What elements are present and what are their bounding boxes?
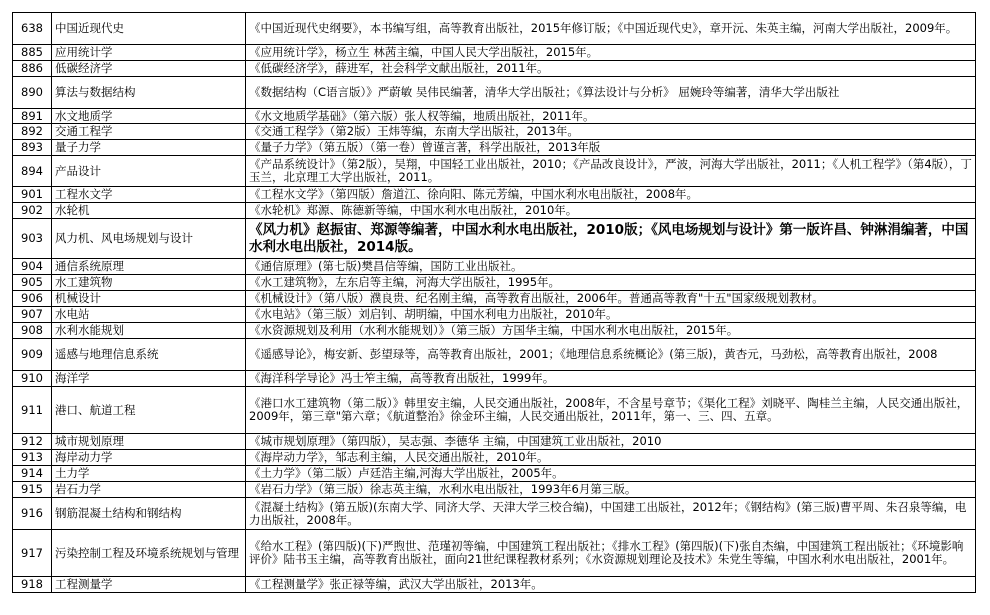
course-name-cell: 应用统计学 <box>52 45 246 61</box>
table-row <box>13 259 976 275</box>
table-row <box>13 530 976 577</box>
table-row <box>13 203 976 219</box>
course-name-cell: 低碳经济学 <box>52 61 246 77</box>
table-row <box>13 291 976 307</box>
course-code-cell: 918 <box>13 577 52 593</box>
course-name-cell: 产品设计 <box>52 156 246 187</box>
table-row <box>13 466 976 482</box>
course-name-cell: 水轮机 <box>52 203 246 219</box>
table-row <box>13 450 976 466</box>
course-name-cell: 机械设计 <box>52 291 246 307</box>
course-reference-table <box>12 12 976 593</box>
course-name-cell: 水电站 <box>52 307 246 323</box>
table-row <box>13 156 976 187</box>
table-row <box>13 371 976 387</box>
course-code-cell: 913 <box>13 450 52 466</box>
course-code-cell: 902 <box>13 203 52 219</box>
table-row <box>13 77 976 109</box>
course-code-cell: 908 <box>13 323 52 339</box>
reference-books-cell: 《水电站》（第三版）刘启钊、胡明编，中国水利电力出版社，2010年。 <box>246 307 976 323</box>
reference-books-cell: 《机械设计》（第八版）濮良贵、纪名刚主编，高等教育出版社，2006年。普通高等教育"十五"国家级规划教材。 <box>246 291 976 307</box>
course-code-cell: 891 <box>13 109 52 124</box>
course-code-cell: 892 <box>13 124 52 140</box>
table-row <box>13 307 976 323</box>
table-row <box>13 45 976 61</box>
course-name-cell: 风力机、风电场规划与设计 <box>52 219 246 259</box>
table-row <box>13 13 976 45</box>
course-name-cell: 工程测量学 <box>52 577 246 593</box>
course-code-cell: 890 <box>13 77 52 109</box>
course-name-cell: 量子力学 <box>52 140 246 156</box>
course-code-cell: 885 <box>13 45 52 61</box>
course-name-cell: 水工建筑物 <box>52 275 246 291</box>
course-code-cell: 906 <box>13 291 52 307</box>
table-row <box>13 498 976 530</box>
course-code-cell: 910 <box>13 371 52 387</box>
reference-books-cell: 《水资源规划及利用（水利水能规划）》（第三版）方国华主编，中国水利水电出版社，2015年。 <box>246 323 976 339</box>
course-name-cell: 水利水能规划 <box>52 323 246 339</box>
course-name-cell: 水文地质学 <box>52 109 246 124</box>
course-name-cell: 通信系统原理 <box>52 259 246 275</box>
table-row <box>13 124 976 140</box>
reference-books-cell: 《海洋科学导论》冯士笮主编，高等教育出版社，1999年。 <box>246 371 976 387</box>
table-row <box>13 323 976 339</box>
course-code-cell: 904 <box>13 259 52 275</box>
table-row <box>13 275 976 291</box>
course-code-cell: 901 <box>13 187 52 203</box>
course-name-cell: 中国近现代史 <box>52 13 246 45</box>
reference-books-cell: 《岩石力学》（第三版）徐志英主编，水利水电出版社，1993年6月第三版。 <box>246 482 976 498</box>
course-code-cell: 916 <box>13 498 52 530</box>
reference-books-cell: 《海岸动力学》，邹志利主编，人民交通出版社，2010年。 <box>246 450 976 466</box>
reference-books-cell: 《混凝土结构》(第五版)(东南大学、同济大学、天津大学三校合编)，中国建工出版社，2012年；《钢结构》(第三版)曹平周、朱召泉等编，电力出版社，2008年。 <box>246 498 976 530</box>
table-body <box>13 13 976 593</box>
table-row <box>13 339 976 371</box>
table-row <box>13 577 976 593</box>
reference-books-cell: 《风力机》赵振宙、郑源等编著，中国水利水电出版社，2010版；《风电场规划与设计》第一版许昌、钟淋涓编著，中国水利水电出版社，2014版。 <box>246 219 976 259</box>
table-row <box>13 187 976 203</box>
table-row <box>13 387 976 434</box>
course-name-cell: 海洋学 <box>52 371 246 387</box>
reference-books-cell: 《交通工程学》（第2版）王炜等编，东南大学出版社，2013年。 <box>246 124 976 140</box>
course-code-cell: 886 <box>13 61 52 77</box>
course-code-cell: 912 <box>13 434 52 450</box>
reference-books-cell: 《中国近现代史纲要》，本书编写组，高等教育出版社，2015年修订版；《中国近现代史》，章开沅、朱英主编，河南大学出版社，2009年。 <box>246 13 976 45</box>
course-name-cell: 遥感与地理信息系统 <box>52 339 246 371</box>
reference-books-cell: 《港口水工建筑物（第二版）》韩里安主编，人民交通出版社，2008年，不含星号章节；《渠化工程》刘晓平、陶桂兰主编，人民交通出版社，2009年，第三章"第六章；《航道整治》徐金环主编，人民交通出版社，2011年，第一、三、四、五章。 <box>246 387 976 434</box>
course-name-cell: 海岸动力学 <box>52 450 246 466</box>
table-row <box>13 482 976 498</box>
reference-books-cell: 《遥感导论》，梅安新、彭望琭等，高等教育出版社，2001；《地理信息系统概论》(第三版)，黄杏元，马劲松，高等教育出版社，2008 <box>246 339 976 371</box>
course-code-cell: 905 <box>13 275 52 291</box>
course-code-cell: 914 <box>13 466 52 482</box>
course-name-cell: 钢筋混凝土结构和钢结构 <box>52 498 246 530</box>
course-code-cell: 917 <box>13 530 52 577</box>
course-name-cell: 港口、航道工程 <box>52 387 246 434</box>
course-code-cell: 911 <box>13 387 52 434</box>
reference-books-cell: 《工程测量学》张正禄等编，武汉大学出版社，2013年。 <box>246 577 976 593</box>
reference-books-cell: 《水工建筑物》，左东启等主编，河海大学出版社，1995年。 <box>246 275 976 291</box>
course-code-cell: 894 <box>13 156 52 187</box>
course-name-cell: 岩石力学 <box>52 482 246 498</box>
reference-books-cell: 《应用统计学》，杨立生 林茜主编，中国人民大学出版社，2015年。 <box>246 45 976 61</box>
reference-books-cell: 《量子力学》（第五版）（第一卷）曾谨言著，科学出版社，2013年版 <box>246 140 976 156</box>
course-code-cell: 903 <box>13 219 52 259</box>
reference-books-cell: 《水文地质学基础》（第六版）张人权等编，地质出版社，2011年。 <box>246 109 976 124</box>
reference-books-cell: 《低碳经济学》，薛进军，社会科学文献出版社，2011年。 <box>246 61 976 77</box>
reference-books-cell: 《数据结构（C语言版）》严蔚敏 吴伟民编著，清华大学出版社；《算法设计与分析》 屈婉玲等编著，清华大学出版社 <box>246 77 976 109</box>
table-row <box>13 434 976 450</box>
table-row <box>13 109 976 124</box>
course-code-cell: 915 <box>13 482 52 498</box>
course-name-cell: 污染控制工程及环境系统规划与管理 <box>52 530 246 577</box>
reference-books-cell: 《工程水文学》（第四版）詹道江、徐向阳、陈元芳编，中国水利水电出版社，2008年。 <box>246 187 976 203</box>
reference-books-cell: 《土力学》（第二版）卢廷浩主编,河海大学出版社，2005年。 <box>246 466 976 482</box>
table-row <box>13 219 976 259</box>
course-code-cell: 909 <box>13 339 52 371</box>
course-code-cell: 907 <box>13 307 52 323</box>
course-name-cell: 土力学 <box>52 466 246 482</box>
course-name-cell: 工程水文学 <box>52 187 246 203</box>
course-name-cell: 城市规划原理 <box>52 434 246 450</box>
table-row <box>13 61 976 77</box>
reference-books-cell: 《给水工程》(第四版)(下)严煦世、范瑾初等编，中国建筑工程出版社；《排水工程》(第四版)(下)张自杰编，中国建筑工程出版社；《环境影响评价》陆书玉主编，高等教育出版社，面向21世纪课程教材系列；《水资源规划理论及技术》朱党生等编，中国水利水电出版社，2001年。 <box>246 530 976 577</box>
reference-books-cell: 《产品系统设计》（第2版），吴翔，中国轻工业出版社，2010；《产品改良设计》，严波，河海大学出版社，2011；《人机工程学》（第4版），丁玉兰，北京理工大学出版社，2011。 <box>246 156 976 187</box>
course-name-cell: 交通工程学 <box>52 124 246 140</box>
course-name-cell: 算法与数据结构 <box>52 77 246 109</box>
reference-books-cell: 《城市规划原理》（第四版），吴志强、李德华 主编，中国建筑工业出版社，2010 <box>246 434 976 450</box>
course-code-cell: 893 <box>13 140 52 156</box>
reference-books-cell: 《通信原理》(第七版)樊昌信等编，国防工业出版社。 <box>246 259 976 275</box>
reference-books-cell: 《水轮机》郑源、陈德新等编，中国水利水电出版社，2010年。 <box>246 203 976 219</box>
course-code-cell: 638 <box>13 13 52 45</box>
table-row <box>13 140 976 156</box>
